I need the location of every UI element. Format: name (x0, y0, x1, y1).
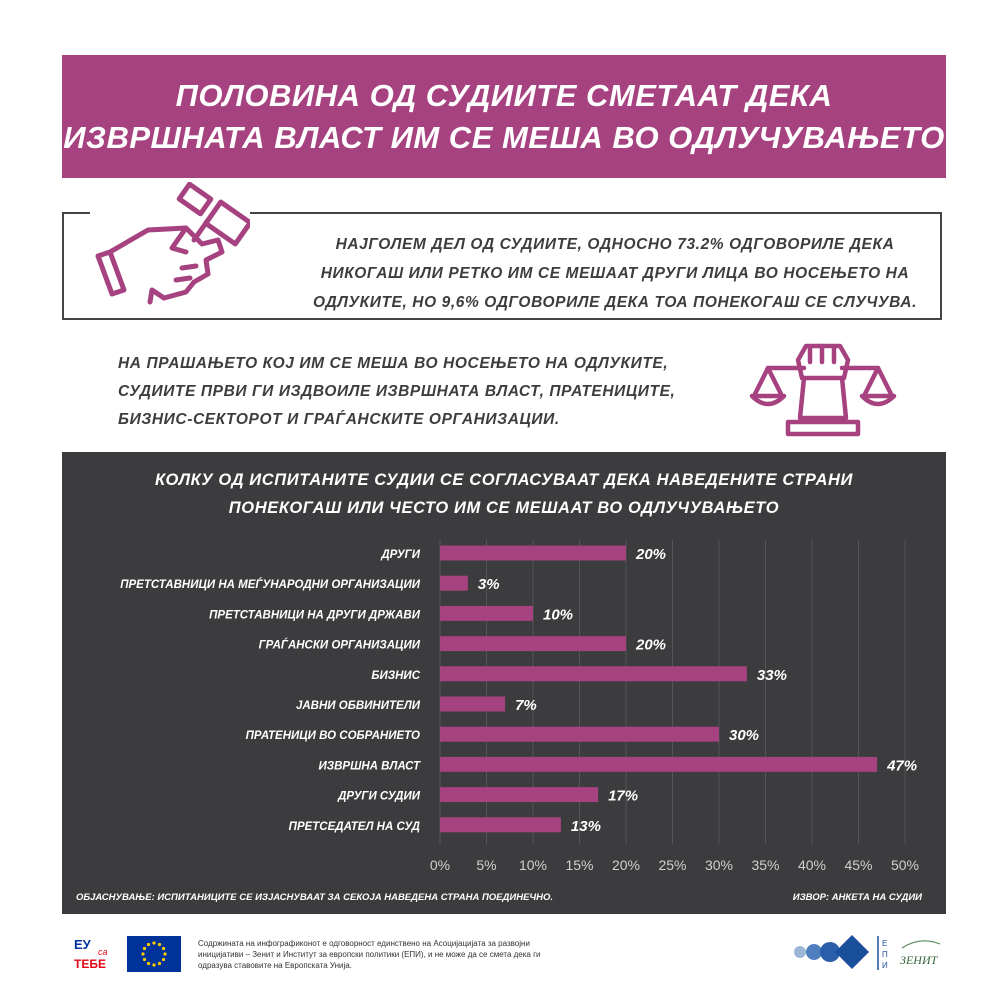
x-tick-label: 30% (704, 857, 734, 873)
value-label: 10% (543, 606, 574, 624)
eu-star (147, 943, 150, 946)
value-label: 7% (515, 697, 537, 714)
category-label: ПРЕТСТАВНИЦИ НА ДРУГИ ДРЖАВИ (209, 609, 420, 622)
intro-line-2: СУДИИТЕ ПРВИ ГИ ИЗДВОИЛЕ ИЗВРШНАТА ВЛАСТ, ПРАТЕНИЦИТЕ, (118, 383, 676, 400)
eu-star (141, 952, 144, 955)
value-label: 20% (636, 636, 667, 654)
summary-line-1: НАЈГОЛЕМ ДЕЛ ОД СУДИИТЕ, ОДНОСНО 73.2% ОДГОВОРИЛЕ ДЕКА (335, 236, 895, 253)
bar (440, 666, 747, 681)
eu-star (152, 963, 155, 966)
svg-text:ЕУ: ЕУ (74, 937, 91, 952)
value-label: 17% (608, 787, 639, 805)
chart-source: ИЗВОР: АНКЕТА НА СУДИИ (792, 892, 922, 903)
x-tick-label: 0% (429, 857, 451, 873)
svg-text:П: П (882, 950, 888, 959)
zenit-logo-text: ЗЕНИТ (900, 953, 938, 967)
bar (440, 546, 626, 561)
intro-line-1: НА ПРАШАЊЕТО КОЈ ИМ СЕ МЕША ВО НОСЕЊЕТО НА ОДЛУКИТЕ, (118, 355, 669, 372)
intro-paragraph (118, 350, 738, 434)
category-label: ГРАЃАНСКИ ОРГАНИЗАЦИИ (258, 639, 420, 652)
summary-line-2: НИКОГАШ ИЛИ РЕТКО ИМ СЕ МЕШААТ ДРУГИ ЛИЦА ВО НОСЕЊЕТО НА (320, 265, 910, 282)
x-tick-label: 45% (844, 857, 873, 873)
partner-logos (790, 930, 950, 976)
x-tick-label: 5% (476, 857, 497, 873)
category-label: БИЗНИС (371, 669, 420, 682)
bar (440, 606, 533, 621)
bar (440, 636, 626, 651)
eu-sa-tebe-logo (72, 935, 128, 971)
bar (440, 697, 505, 712)
intro-line-3: БИЗНИС-СЕКТОРОТ И ГРАЃАНСКИТЕ ОРГАНИЗАЦИИ. (118, 411, 560, 428)
bar-chart (62, 452, 946, 914)
eu-flag-icon (127, 936, 181, 972)
disclaimer-line-1: Содржината на инфографиконот е одговорност единствено на Асоцијацијата за развојни (198, 939, 530, 948)
x-tick-label: 15% (565, 857, 594, 873)
chart-title-line-1: КОЛКУ ОД ИСПИТАНИТЕ СУДИИ СЕ СОГЛАСУВААТ ДЕКА НАВЕДЕНИТЕ СТРАНИ (155, 471, 853, 489)
x-tick-label: 25% (658, 857, 687, 873)
eu-star (147, 962, 150, 965)
summary-line-3: ОДЛУКИТЕ, НО 9,6% ОДГОВОРИЛЕ ДЕКА ТОА ПОНЕКОГАШ СЕ СЛУЧУВА. (313, 294, 917, 311)
eu-star (163, 952, 166, 955)
category-label: ИЗВРШНА ВЛАСТ (318, 760, 420, 773)
bar (440, 727, 719, 742)
eu-star (158, 943, 161, 946)
category-label: ДРУГИ (381, 549, 420, 561)
category-label: ПРАТЕНИЦИ ВО СОБРАНИЕТО (245, 730, 420, 743)
svg-text:И: И (882, 961, 888, 970)
x-tick-label: 20% (611, 857, 641, 873)
bar (440, 787, 598, 802)
title-band (62, 55, 946, 178)
disclaimer-line-3: одразува ставовите на Европската Унија. (198, 961, 352, 970)
category-label: ДРУГИ СУДИИ (338, 790, 420, 803)
value-label: 33% (756, 666, 787, 684)
bar (440, 817, 561, 832)
disclaimer-line-2: иницијативи – Зенит и Институт за европски политики (ЕПИ), и не може да се смета дека ги (198, 950, 541, 959)
svg-text:Е: Е (882, 939, 888, 948)
value-label: 47% (887, 757, 918, 775)
disclaimer (198, 938, 558, 971)
eu-star (143, 958, 146, 961)
chart-footnote: ОБЈАСНУВАЊЕ: ИСПИТАНИЦИТЕ СЕ ИЗЈАСНУВААТ ЗА СЕКОЈА НАВЕДЕНА СТРАНА ПОЕДИНЕЧНО. (76, 892, 554, 903)
x-tick-label: 35% (751, 857, 780, 873)
page-title-line-1: ПОЛОВИНА ОД СУДИИТЕ СМЕТААТ ДЕКА (175, 77, 833, 113)
bar (440, 576, 468, 591)
x-tick-label: 40% (797, 857, 827, 873)
value-label: 30% (729, 727, 760, 745)
value-label: 20% (636, 546, 667, 563)
category-label: ЈАВНИ ОБВИНИТЕЛИ (295, 700, 420, 712)
eu-star (143, 947, 146, 950)
chart-title-line-2: ПОНЕКОГАШ ИЛИ ЧЕСТО ИМ СЕ МЕШААТ ВО ОДЛУЧУВАЊЕТО (228, 499, 780, 517)
value-label: 3% (477, 576, 500, 594)
bar (440, 757, 877, 772)
svg-text:ТЕБЕ: ТЕБЕ (74, 957, 106, 971)
eu-star (162, 958, 165, 961)
eu-star (158, 962, 161, 965)
fist-scales-icon (748, 340, 898, 440)
handshake-gavel-icon (90, 182, 250, 310)
value-label: 13% (570, 817, 601, 835)
page-title-line-2: ИЗВРШНАТА ВЛАСТ ИМ СЕ МЕША ВО ОДЛУЧУВАЊЕТО (63, 119, 945, 155)
x-tick-label: 10% (518, 857, 548, 873)
summary-text (304, 230, 926, 317)
eu-star (152, 941, 155, 944)
category-label: ПРЕТСЕДАТЕЛ НА СУД (288, 820, 420, 833)
eu-star (162, 947, 165, 950)
chart-panel (62, 452, 946, 914)
x-tick-label: 50% (890, 857, 920, 873)
svg-text:са: са (98, 947, 108, 957)
category-label: ПРЕТСТАВНИЦИ НА МЕЃУНАРОДНИ ОРГАНИЗАЦИИ (120, 579, 420, 592)
